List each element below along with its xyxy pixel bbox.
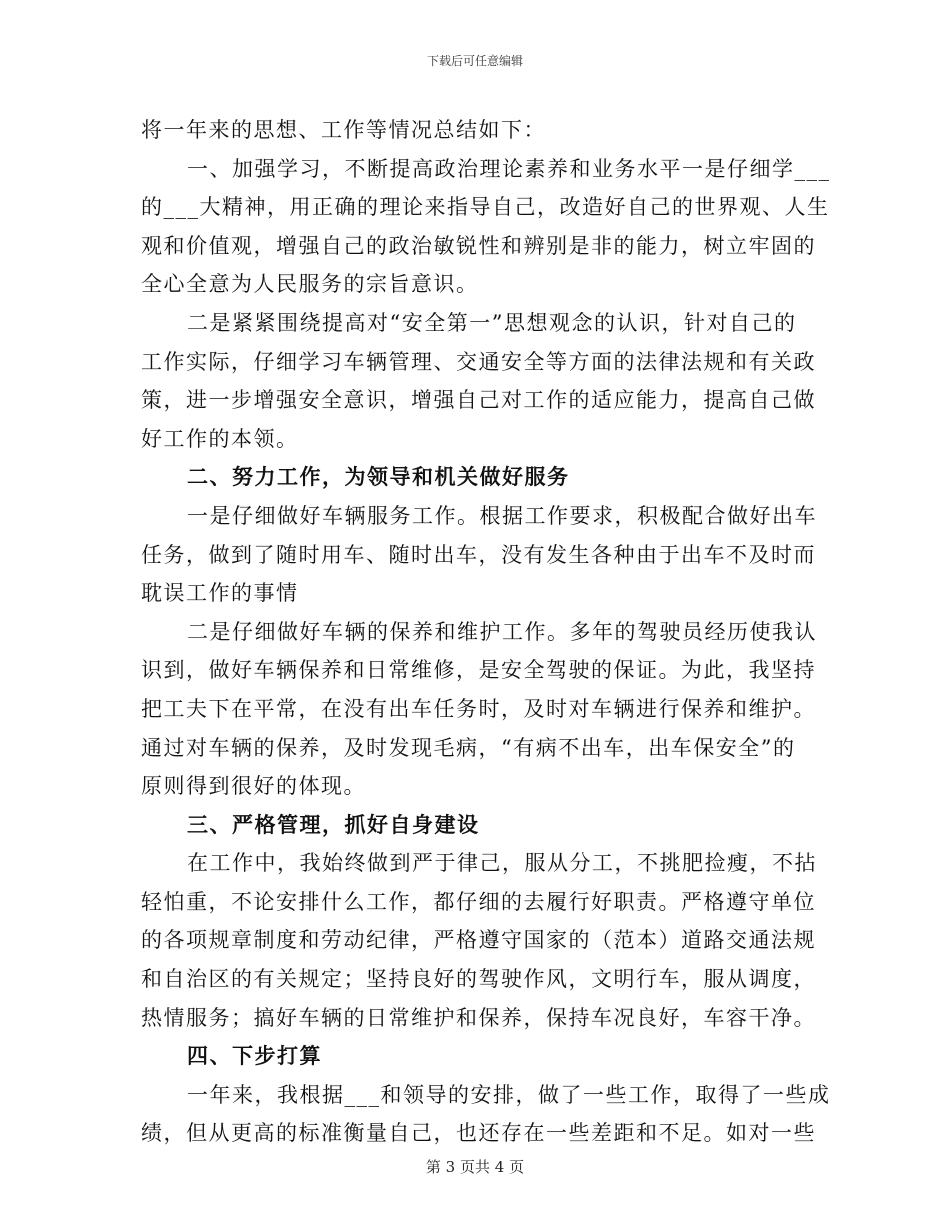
body-text-line: 任务，做到了随时用车、随时出车，没有发生各种由于出车不及时而 [141,542,816,567]
body-text-line: 一年来，我根据___和领导的安排，做了一些工作，取得了一些成 [187,1082,831,1107]
body-text-line: 识到，做好车辆保养和日常维修，是安全驾驶的保证。为此，我坚持 [141,658,816,683]
body-text-line: 通过对车辆的保养，及时发现毛病，“有病不出车，出车保安全”的 [141,735,796,760]
body-text-line: 二是仔细做好车辆的保养和维护工作。多年的驾驶员经历使我认 [187,619,817,644]
document-body [141,111,831,1153]
section-heading: 二、努力工作，为领导和机关做好服务 [187,464,570,490]
body-text-line: 一是仔细做好车辆服务工作。根据工作要求，积极配合做好出车 [187,503,817,528]
body-text-line: 好工作的本领。 [141,426,299,451]
body-text-line: 把工夫下在平常，在没有出车任务时，及时对车辆进行保养和维护。 [141,696,816,721]
section-heading: 四、下步打算 [187,1043,322,1069]
body-text-line: 观和价值观，增强自己的政治敏锐性和辨别是非的能力，树立牢固的 [141,233,816,258]
body-text-line: 轻怕重，不论安排什么工作，都仔细的去履行好职责。严格遵守单位 [141,889,816,914]
section-heading: 三、严格管理，抓好自身建设 [187,811,480,837]
body-text-line: 和自治区的有关规定；坚持良好的驾驶作风，文明行车，服从调度， [141,967,816,992]
body-text-line: 热情服务；搞好车辆的日常维护和保养，保持车况良好，车容干净。 [141,1005,816,1030]
body-text-line: 将一年来的思想、工作等情况总结如下： [141,118,546,142]
body-text-line: 的___大精神，用正确的理论来指导自己，改造好自己的世界观、人生 [141,195,830,220]
body-text-line: 一、加强学习，不断提高政治理论素养和业务水平一是仔细学___ [187,156,831,181]
body-text-line: 耽误工作的事情 [141,581,299,606]
body-text-line: 全心全意为人民服务的宗旨意识。 [141,272,479,297]
body-text-line: 绩，但从更高的标准衡量自己，也还存在一些差距和不足。如对一些 [141,1121,816,1146]
page-header: 下载后可任意编辑 [426,54,523,68]
body-text-line: 在工作中，我始终做到严于律己，服从分工，不挑肥捡瘦，不拈 [187,851,817,876]
body-text-line: 二是紧紧围绕提高对“安全第一”思想观念的认识，针对自己的 [187,310,797,335]
body-text-line: 策，进一步增强安全意识，增强自己对工作的适应能力，提高自己做 [141,388,816,413]
body-text-line: 工作实际，仔细学习车辆管理、交通安全等方面的法律法规和有关政 [141,349,816,374]
page-footer: 第 3 页共 4 页 [425,1158,525,1176]
body-text-line: 的各项规章制度和劳动纪律，严格遵守国家的（范本）道路交通法规 [141,928,816,953]
body-text-line: 原则得到很好的体现。 [141,774,366,799]
